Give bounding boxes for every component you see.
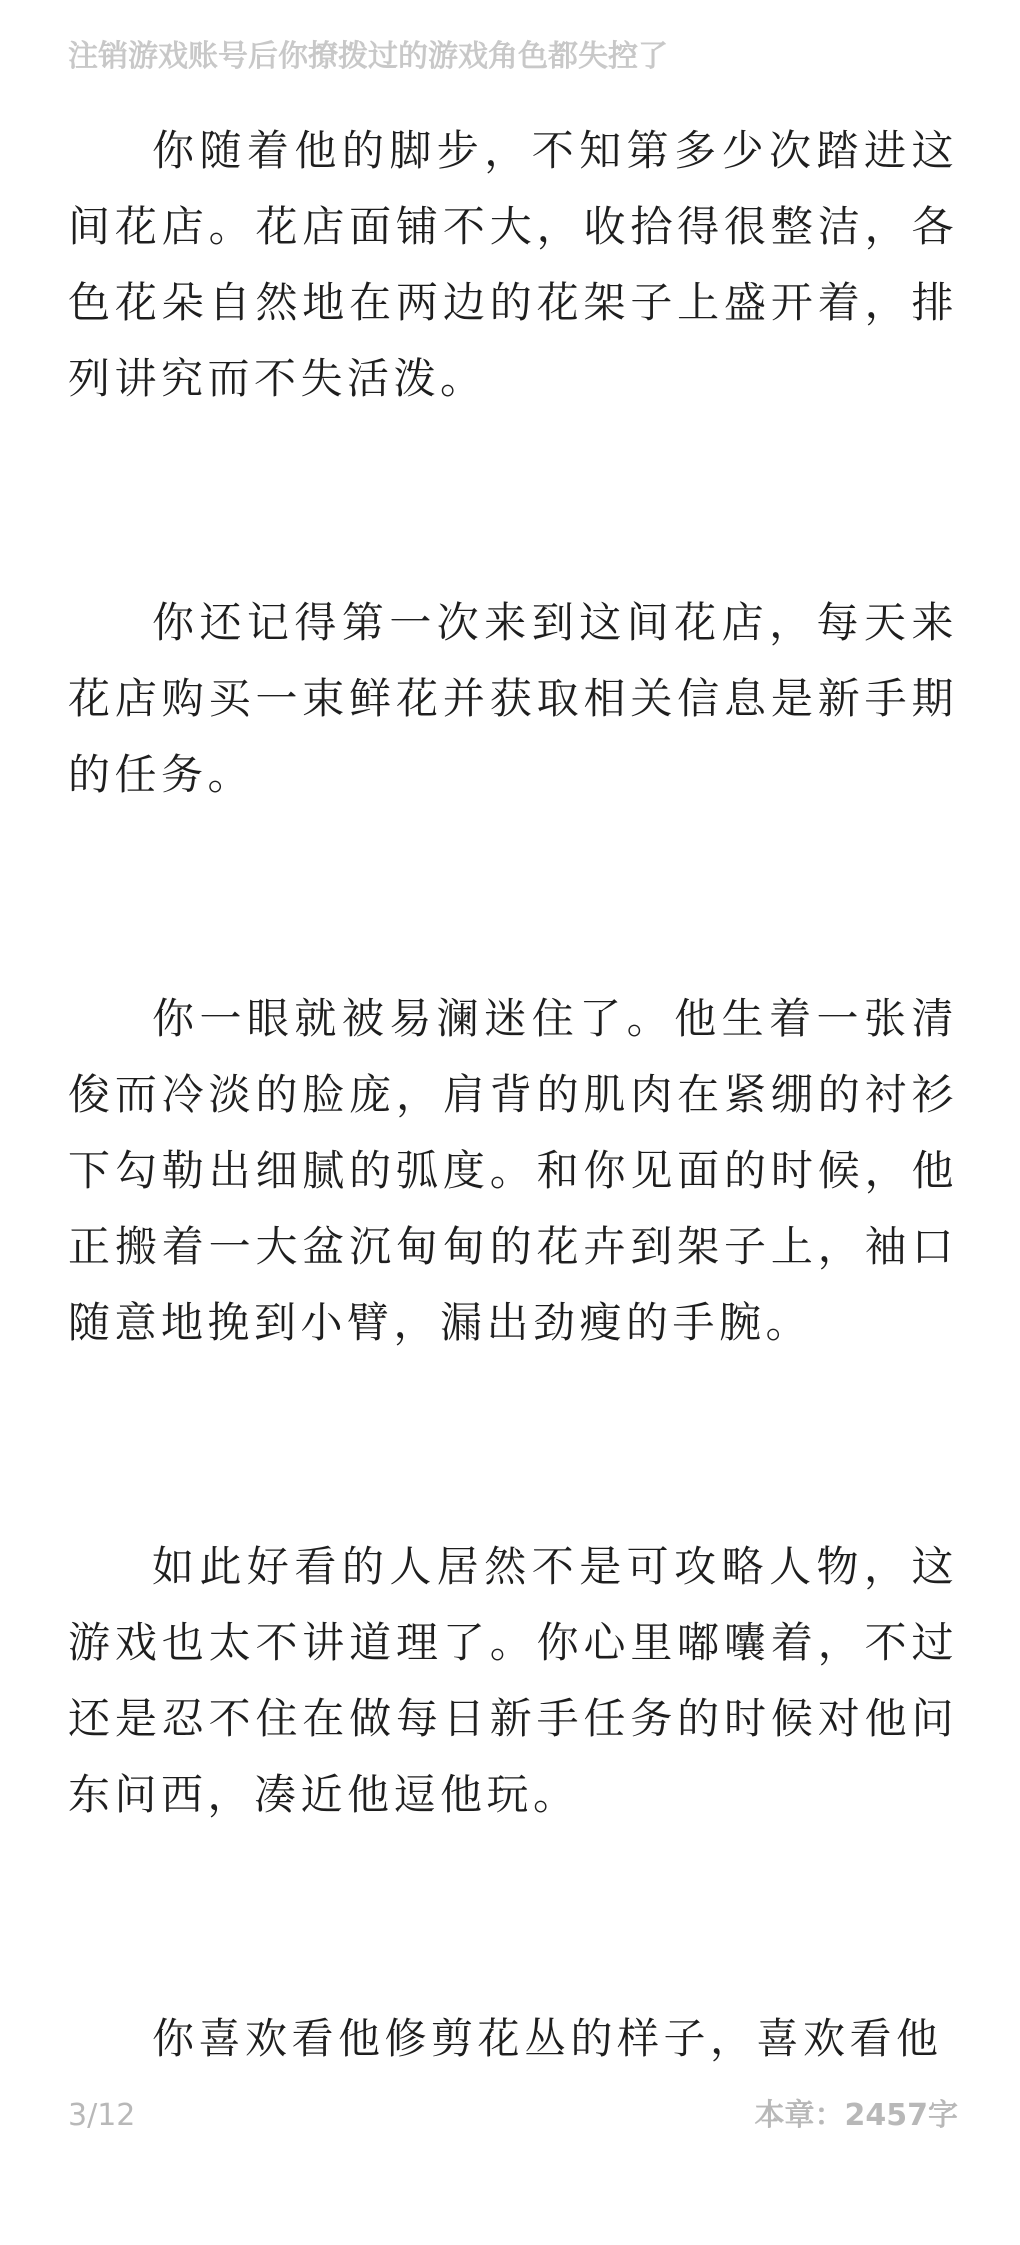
chapter-title: 注销游戏账号后你撩拨过的游戏角色都失控了 — [68, 39, 668, 74]
paragraph: 你随着他的脚步，不知第多少次踏进这间花店。花店面铺不大，收拾得很整洁，各色花朵自然地在两边的花架子上盛开着，排列讲究而不失活泼。 — [68, 126, 958, 403]
paragraph: 你一眼就被易澜迷住了。他生着一张清俊而冷淡的脸庞，肩背的肌肉在紧绷的衬衫下勾勒出细腻的弧度。和你见面的时候，他正搬着一大盆沉甸甸的花卉到架子上，袖口随意地挽到小臂，漏出劲瘦的手腕。 — [68, 994, 958, 1347]
paragraph: 如此好看的人居然不是可攻略人物，这游戏也太不讲道理了。你心里嘟囔着，不过还是忍不住在做每日新手任务的时候对他问东问西，凑近他逗他玩。 — [68, 1542, 958, 1819]
page-indicator: 3/12 — [68, 2098, 136, 2133]
reading-content — [68, 113, 958, 2245]
paragraph: 你喜欢看他修剪花丛的样子，喜欢看他 — [152, 2014, 943, 2063]
chapter-word-count: 本章：2457字 — [754, 2098, 958, 2133]
paragraph: 你还记得第一次来到这间花店，每天来花店购买一束鲜花并获取相关信息是新手期的任务。 — [68, 598, 958, 799]
